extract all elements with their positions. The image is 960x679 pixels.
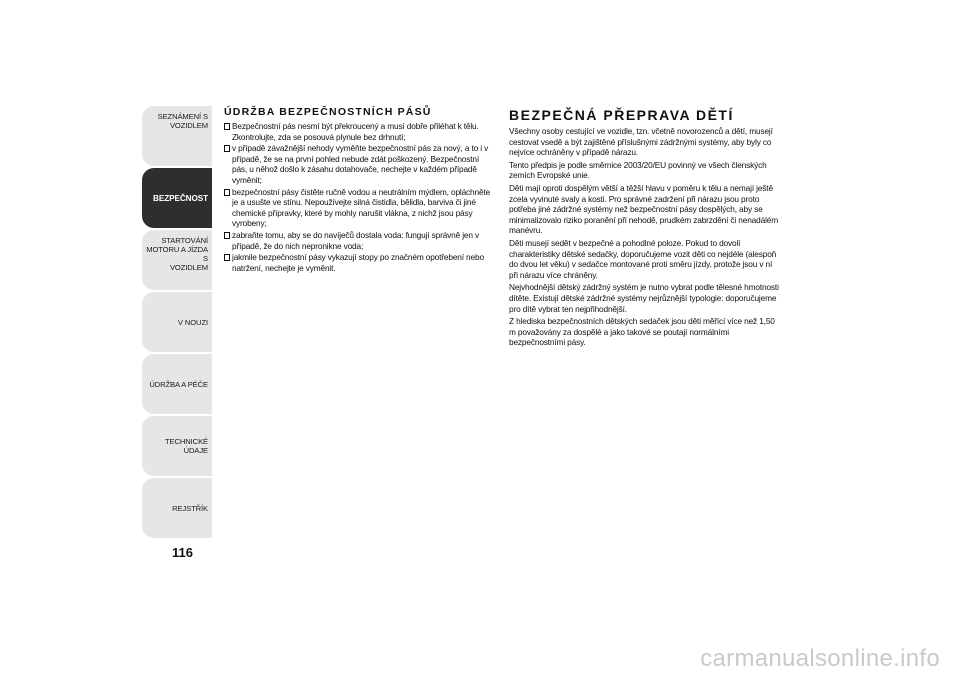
paragraph: Děti musejí sedět v bezpečné a pohodlné poloze. Pokud to dovolí charakteristiky dětské sedačky, doporučujeme vozit děti co nejdéle (alespoň do dvou let věku) v sedačce montované proti směru jízdy, protože jsou v ní při nárazu více chráněny. xyxy=(509,237,777,280)
paragraph: Děti mají oproti dospělým větší a těžší hlavu v poměru k tělu a nemají ještě zcela vyvinuté svaly a kosti. Pro správné zadržení při nárazu jsou proto potřeba jiné zádržné systémy než bezpečnostní pásy dospělých, aby se minimalizovalo riziko poranění při nehodě, prudkém zabrzdění či nenadálém manévru. xyxy=(509,182,778,236)
tab-label: REJSTŘÍK xyxy=(172,503,208,513)
tab-label: STARTOVÁNÍ MOTORU A JÍZDA S VOZIDLEM xyxy=(146,236,208,272)
section-heading: ÚDRŽBA BEZPEČNOSTNÍCH PÁSŮ xyxy=(224,106,432,118)
list-item: v případě závažnější nehody vyměňte bezpečnostní pás za nový, a to i v případě, že se na první pohled nebude zdát poškozený. Bezpečnostní pás, u něhož došlo k zásahu dotahovače, nechejte v každém případě vyměnit; xyxy=(224,143,494,185)
checkbox-bullet-icon xyxy=(224,123,230,130)
tab-seznameni-s-vozidlem[interactable] xyxy=(142,106,212,166)
tab-rejstrik[interactable] xyxy=(142,478,212,538)
paragraph: Všechny osoby cestující ve vozidle, tzn. včetně novorozenců a dětí, musejí cestovat vsedě a být zajištěné příslušnými zádržnými systémy, aby byly co nejvíce ochráněny v případě nárazu. xyxy=(509,126,773,158)
checkbox-bullet-icon xyxy=(224,189,230,196)
tab-technicke-udaje[interactable] xyxy=(142,416,212,476)
tab-udrzba-a-pece[interactable] xyxy=(142,354,212,414)
tab-label: TECHNICKÉ ÚDAJE xyxy=(165,437,208,455)
list-item: zabraňte tomu, aby se do navíječů dostala voda: fungují správně jen v případě, že do nich nepronikne voda; xyxy=(224,230,494,251)
tab-v-nouzi[interactable] xyxy=(142,292,212,352)
tab-label: BEZPEČNOST xyxy=(153,193,208,203)
page-number: 116 xyxy=(172,545,193,560)
tab-label: SEZNÁMENÍ S VOZIDLEM xyxy=(157,112,208,130)
tab-startovani-motoru[interactable] xyxy=(142,230,212,290)
bullet-list xyxy=(224,121,494,273)
list-item: Bezpečnostní pás nesmí být překroucený a musí dobře přiléhat k tělu. Zkontrolujte, zda se posouvá plynule bez drhnutí; xyxy=(224,121,494,142)
section-title: BEZPEČNÁ PŘEPRAVA DĚTÍ xyxy=(509,107,734,123)
child-transport-section xyxy=(509,106,781,350)
tab-label: ÚDRŽBA A PÉČE xyxy=(149,379,208,389)
tab-bezpecnost[interactable] xyxy=(142,168,212,228)
paragraph: Tento předpis je podle směrnice 2003/20/EU povinný ve všech členských zemích Evropské unie. xyxy=(509,159,767,181)
list-item: bezpečnostní pásy čistěte ručně vodou a neutrálním mýdlem, opláchněte je a usušte ve stínu. Nepoužívejte silná čistidla, bělidla, barviva či jiné chemické přípravky, které by mohly narušit vlákna, z nichž jsou pásy vyrobeny; xyxy=(224,187,494,229)
list-item: jakmile bezpečnostní pásy vykazují stopy po značném opotřebení nebo natržení, nechejte je vyměnit. xyxy=(224,252,494,273)
checkbox-bullet-icon xyxy=(224,232,230,239)
seatbelt-maintenance-section xyxy=(224,106,494,274)
checkbox-bullet-icon xyxy=(224,145,230,152)
watermark: carmanualsonline.info xyxy=(700,645,940,672)
checkbox-bullet-icon xyxy=(224,254,230,261)
tab-label: V NOUZI xyxy=(177,317,208,327)
paragraph: Nejvhodnější dětský zádržný systém je nutno vybrat podle tělesné hmotnosti dítěte. Existují dětské zádržné systémy nejrůznější typologie: doporučujeme pro dítě vybrat ten nejpřihodnější. xyxy=(509,282,779,314)
paragraph: Z hlediska bezpečnostních dětských sedaček jsou děti měřící více než 1,50 m považovány za dospělé a jako takové se poutají normálními bezpečnostními pásy. xyxy=(509,316,775,348)
